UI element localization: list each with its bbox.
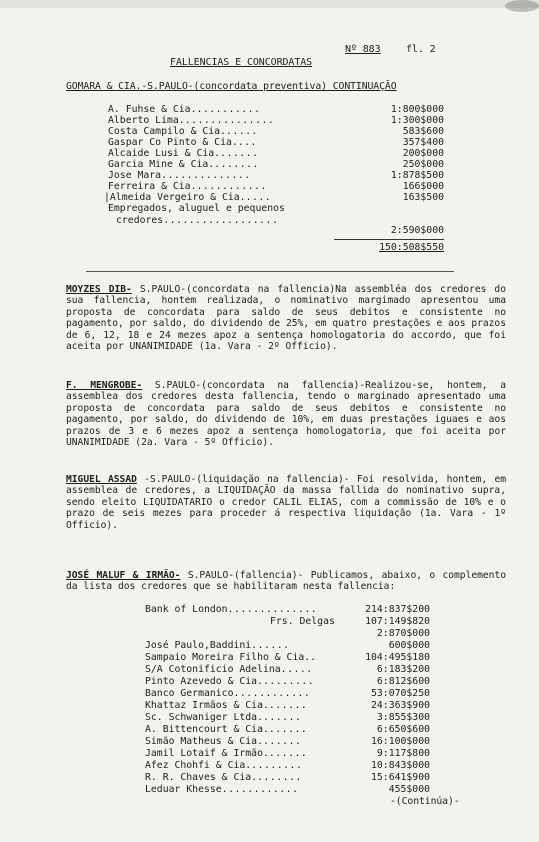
creditor-amount: 6:183$200 — [376, 664, 430, 675]
creditor-name: Jamil Lotaif & Irmão. — [145, 748, 269, 759]
creditor-name: Almeida Vergeiro & Cia. — [109, 192, 246, 203]
list-item: Leduar Khesse............ — [145, 784, 299, 795]
creditor-name: Banco Germanico — [145, 688, 234, 699]
jose-text: S.PAULO-(fallencia)- Publicamos, abaixo, o complemento da lista dos credores que se habilitaram nesta fallencia: — [66, 570, 507, 593]
creditor-amount: 250$000 — [402, 159, 444, 170]
list-item: José Paulo,Baddini...... — [145, 640, 290, 651]
list-item: A. Bittencourt & Cia....... — [145, 724, 308, 735]
creditor-amount: 15:641$900 — [371, 772, 430, 783]
creditor-name: Pinto Azevedo & Cia. — [145, 676, 263, 687]
list-item: Jamil Lotaif & Irmão....... — [145, 748, 308, 759]
creditor-name: A. Fuhse & Cia. — [108, 104, 197, 115]
creditor-amount: 600$000 — [388, 640, 430, 651]
total-amount: 150:508$550 — [379, 242, 444, 253]
moyzes-paragraph — [66, 284, 506, 352]
list-item: Costa Campilo & Cia...... — [108, 126, 258, 137]
list-item: Garcia Mine & Cia........ — [108, 159, 259, 170]
creditor-name: S/A Cotonificio Adelina — [145, 664, 281, 675]
creditor-amount: 166$000 — [402, 181, 444, 192]
creditor-amount: 24:363$900 — [371, 700, 430, 711]
list-item: Khattaz Irmãos & Cia....... — [145, 700, 308, 711]
section-divider — [86, 271, 454, 272]
scan-smudge — [0, 0, 539, 8]
creditor-name: Sampaio Moreira Filho & Cia. — [145, 652, 311, 663]
creditor-amount: 6:650$600 — [376, 724, 430, 735]
creditor-name: Bank of London — [145, 604, 228, 615]
list-item: Bank of London.............. — [145, 604, 318, 615]
creditor-amount: 1:878$500 — [390, 170, 444, 181]
moyzes-text: S.PAULO-(concordata na fallencia)Na assembléa dos credores do sua fallencia, hontem realizada, o nominativo margimado apresentou uma proposta de concordata para saldo de seus debitos e consistente no pagamento, por saldo, do dividendo de 25%, em quatro prestações e aos prazos de 6, 12, 18 e 24 mezes apoz a sentença homologatoria do accordo, que foi aceita por UNANIMIDADE (1a. Vara - 2º Officio). — [66, 284, 506, 353]
creditor-amount: 1:800$000 — [390, 104, 444, 115]
total-rule — [334, 239, 444, 240]
creditor-name: Frs. Delgas — [270, 616, 335, 627]
jose-lead: JOSÉ MALUF & IRMÃO- — [66, 570, 181, 581]
creditor-extra-line1: Empregados, aluguel e pequenos — [108, 203, 285, 214]
creditor-name: Leduar Khesse — [145, 784, 222, 795]
list-item: credores.................. — [116, 215, 279, 226]
list-item: Alcaide Lusi & Cia....... — [108, 148, 259, 159]
creditor-name: Alcaide Lusi & Cia. — [108, 148, 221, 159]
miguel-lead: MIGUEL ASSAD — [66, 474, 137, 485]
list-item: Banco Germanico............ — [145, 688, 311, 699]
continua-note: -(Continúa)- — [390, 796, 460, 807]
creditor-name: A. Bittencourt & Cia. — [145, 724, 269, 735]
list-item: Jose Mara.............. — [108, 170, 251, 181]
menegroe-paragraph — [66, 380, 506, 448]
creditor-amount: 163$500 — [402, 192, 444, 203]
creditor-amount: 2:870$000 — [376, 628, 430, 639]
page-title: FALLENCIAS E CONCORDATAS — [170, 57, 313, 68]
creditor-amount: 200$000 — [402, 148, 444, 159]
menegroe-lead: F. MENGROBE- — [66, 380, 143, 391]
creditor-amount: 2:590$000 — [390, 225, 444, 236]
list-item: Pinto Azevedo & Cia......... — [145, 676, 315, 687]
creditor-amount: 104:495$180 — [365, 652, 430, 663]
creditor-amount: 3:855$300 — [376, 712, 430, 723]
creditor-name: Afez Chohfi & Cia. — [145, 760, 252, 771]
creditor-name: R. R. Chaves & Cia. — [145, 772, 258, 783]
list-item: Simão Matheus & Cia....... — [145, 736, 302, 747]
creditor-name: Khattaz Irmãos & Cia. — [145, 700, 269, 711]
menegroe-text: S.PAULO-(concordata na fallencia)-Realizou-se, hontem, a assemblea dos credores desta fallencia, tendo o marginado apresentado uma proposta de concordata para saldo de seus debitos e consistente no pagamento, por saldo, do dividendo de 10%, em duas prestações iguaes e aos prazos de 3 e 6 mezes apoz a sentença homologatoria, que foi aceita por UNANIMIDADE (2a. Vara - 5º Officio). — [66, 380, 507, 449]
creditor-name: Garcia Mine & Cia. — [108, 159, 215, 170]
list-item: R. R. Chaves & Cia........ — [145, 772, 302, 783]
moyzes-lead: MOYZES DIB- — [66, 284, 132, 295]
list-item — [108, 203, 285, 214]
creditor-name: Simão Matheus & Cia. — [145, 736, 263, 747]
list-item: Sc. Schwaniger Ltda....... — [145, 712, 302, 723]
creditor-name: Ferreira & Cia. — [108, 181, 197, 192]
list-item: Afez Chohfi & Cia......... — [145, 760, 303, 771]
list-item: S/A Cotonificio Adelina..... — [145, 664, 313, 675]
creditor-name: Sc. Schwaniger Ltda. — [145, 712, 263, 723]
creditor-amount: 9:117$800 — [376, 748, 430, 759]
document-number: Nº 883 — [345, 44, 381, 55]
list-item: Sampaio Moreira Filho & Cia.. — [145, 652, 317, 663]
creditor-amount: 10:843$000 — [371, 760, 430, 771]
miguel-paragraph — [66, 474, 506, 531]
creditor-name: Jose Mara — [108, 170, 162, 181]
creditor-name: Alberto Lima. — [108, 115, 185, 126]
miguel-text: -S.PAULO-(liquidação na fallencia)- Foi resolvida, hontem, em assemblea de credores, a LIQUIDAÇÃO da massa fallida do nominativo supra, sendo eleito LIQUIDATARIO o credor CALIL ELIAS, com a commissão de 10% e o prazo de seis mezes para proceder á respectiva liquidação (1a. Vara - 1º Officio). — [66, 474, 507, 531]
creditor-amount: 455$000 — [388, 784, 430, 795]
creditor-amount: 1:300$000 — [390, 115, 444, 126]
creditor-name: Gaspar Co Pinto & Cia. — [108, 137, 238, 148]
jose-paragraph — [66, 570, 506, 593]
list-item: |Almeida Vergeiro & Cia..... — [104, 192, 272, 203]
list-item: A. Fuhse & Cia........... — [108, 104, 261, 115]
creditor-name: Costa Campilo & Cia. — [108, 126, 226, 137]
scan-smudge — [505, 0, 539, 12]
creditor-extra-line2: credores — [116, 215, 164, 226]
creditor-amount: 357$400 — [402, 137, 444, 148]
creditor-amount: 107:149$820 — [365, 616, 430, 627]
list-item: Alberto Lima............... — [108, 115, 275, 126]
creditor-amount: 16:100$000 — [371, 736, 430, 747]
creditor-amount: 6:812$600 — [376, 676, 430, 687]
creditor-amount: 583$600 — [402, 126, 444, 137]
creditor-name: José Paulo,Baddini — [145, 640, 252, 651]
creditor-amount: 214:837$200 — [365, 604, 430, 615]
list-item: Gaspar Co Pinto & Cia.... — [108, 137, 257, 148]
sheet-number: fl. 2 — [406, 44, 436, 55]
creditor-amount: 53:070$250 — [371, 688, 430, 699]
list-item: Ferreira & Cia............ — [108, 181, 267, 192]
gomara-heading: GOMARA & CIA.-S.PAULO-(concordata preventiva) CONTINUAÇÃO — [66, 81, 397, 92]
